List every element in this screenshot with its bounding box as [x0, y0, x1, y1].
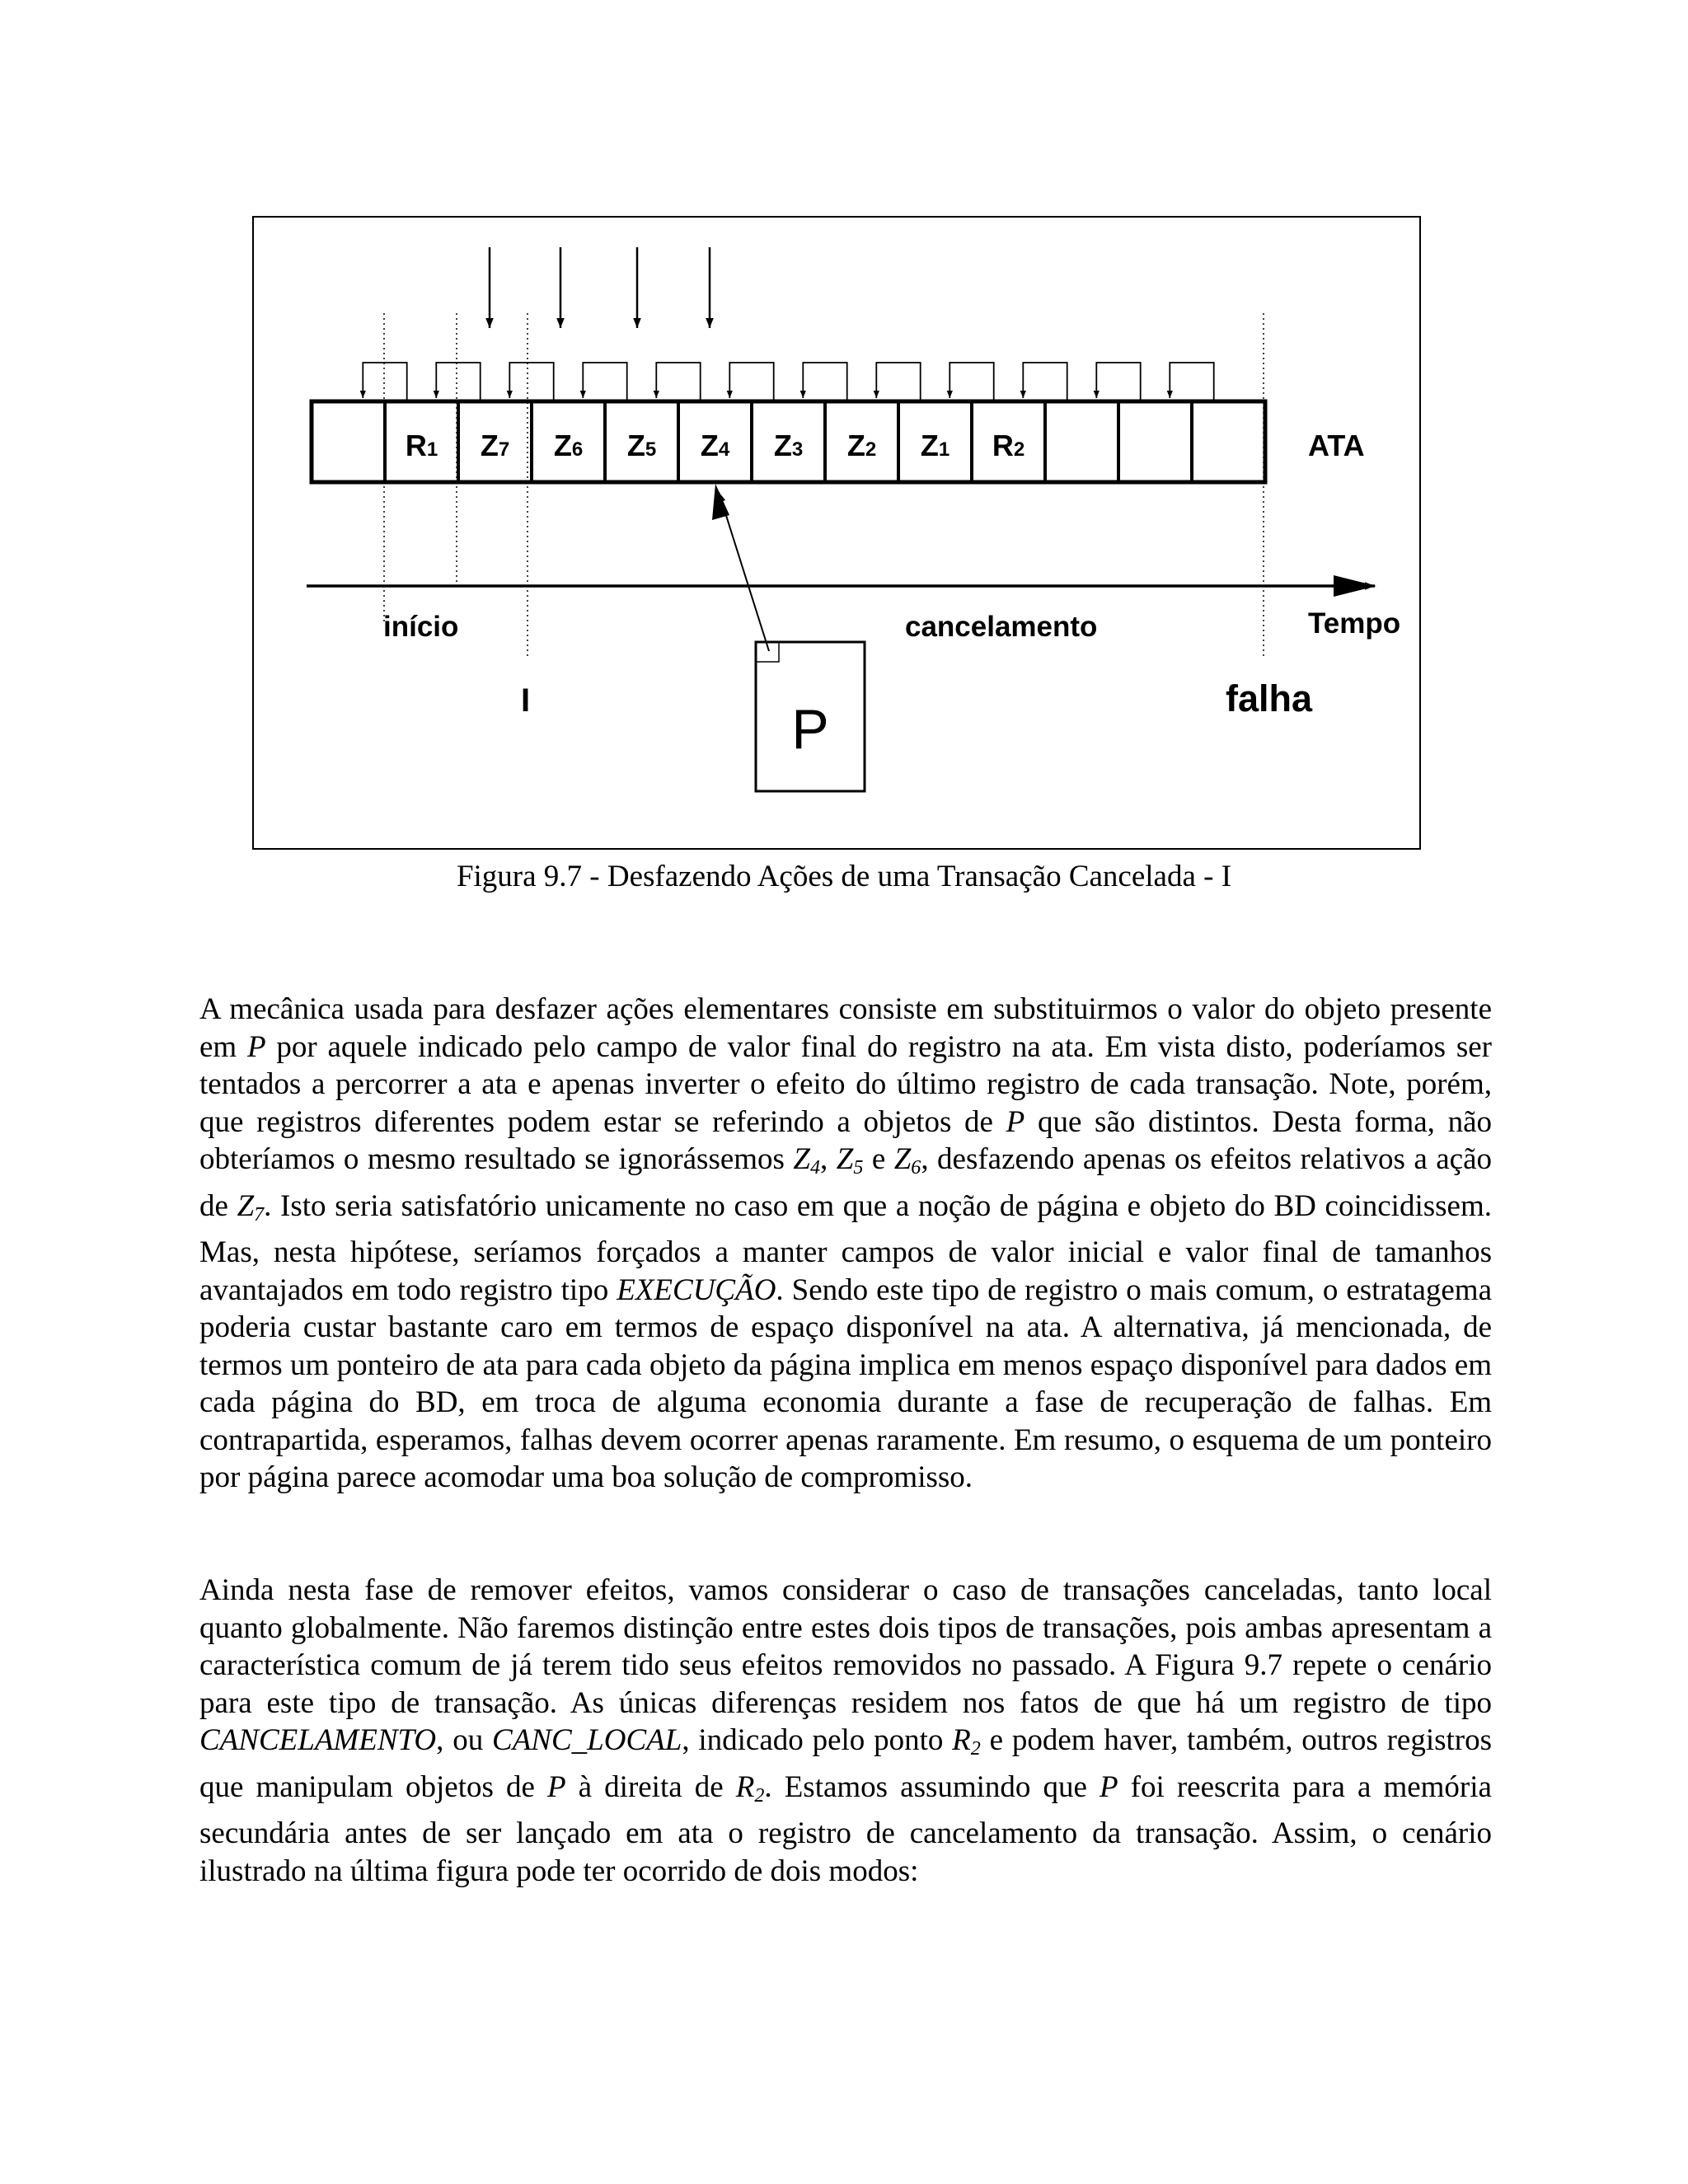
cancelamento-label: cancelamento [905, 611, 1098, 643]
back-pointer-connector [803, 363, 846, 400]
marker-i: I [521, 682, 531, 719]
falha-label: falha [1226, 677, 1313, 719]
back-pointer-connector [583, 363, 626, 400]
figure-caption: Figura 9.7 - Desfazendo Ações de uma Transação Cancelada - I [456, 860, 1232, 893]
page-p-label: P [791, 698, 829, 761]
dotted-guides [384, 313, 1264, 659]
time-axis-arrowhead [1334, 575, 1376, 597]
log-cell-z7: Z7 [480, 429, 510, 462]
log-back-pointers [363, 363, 1213, 400]
write-arrows [490, 247, 710, 328]
log-cell-z6: Z6 [553, 429, 584, 462]
inicio-label: início [383, 611, 459, 643]
ata-label: ATA [1308, 429, 1365, 462]
log-cell-z2: Z2 [846, 429, 877, 462]
log-cell-z3: Z3 [773, 429, 804, 462]
back-pointer-connector [509, 363, 553, 400]
back-pointer-connector [1023, 363, 1067, 400]
log-cell-labels [406, 429, 1025, 462]
log-cell-z1: Z1 [920, 429, 950, 462]
log-cell-z4: Z4 [700, 429, 730, 462]
paragraph-undo-mechanics: A mecânica usada para desfazer ações elementares consiste em substituirmos o valor do objeto presente em P por aquele indicado pelo campo de valor final do registro na ata. Em vista disto, poderíamos ser tentados a percorrer a ata e apenas inverter o efeito do último registro de cada transação. Note, porém, que registros diferentes podem estar se referindo a objetos de P que são distintos. Desta forma, não obteríamos o mesmo resultado se ignorássemos $Z_4$, $Z_5$ e $Z_6$, desfazendo apenas os efeitos relativos a ação de $Z_7$. Isto seria satisfatório unicamente no caso em que a noção de página e objeto do BD coincidissem. Mas, nesta hipótese, seríamos forçados a manter campos de valor inicial e valor final de tamanhos avantajados em todo registro tipo EXECUÇÃO. Sendo este tipo de registro o mais comum, o estratagema poderia custar bastante caro em termos de espaço disponível na ata. A alternativa, já mencionada, de termos um ponteiro de ata para cada objeto da página implica em menos espaço disponível para dados em cada página do BD, em troca de alguma economia durante a fase de recuperação de falhas. Em contrapartida, esperamos, falhas devem ocorrer apenas raramente. Em resumo, o esquema de um ponteiro por página parece acomodar uma boa solução de compromisso. [199, 992, 1493, 1494]
back-pointer-connector [950, 363, 993, 400]
log-cell-r2: R2 [992, 429, 1025, 462]
back-pointer-connector [656, 363, 700, 400]
log-cell-r1: R1 [405, 429, 438, 462]
paragraph-cancelled-transactions: Ainda nesta fase de remover efeitos, vamos considerar o caso de transações canceladas, tanto local quanto globalmente. Não faremos distinção entre estes dois tipos de transações, pois ambas apresentam a característica comum de já terem tido seus efeitos removidos no passado. A Figura 9.7 repete o cenário para este tipo de transação. As únicas diferenças residem nos fatos de que há um registro de tipo CANCELAMENTO, ou CANC_LOCAL, indicado pelo ponto $R_2$ e podem haver, também, outros registros que manipulam objetos de P à direita de $R_2$. Estamos assumindo que P foi reescrita para a memória secundária antes de ser lançado em ata o registro de cancelamento da transação. Assim, o cenário ilustrado na última figura pode ter ocorrido de dois modos: [199, 1573, 1493, 1888]
figure-9-7-diagram [0, 0, 1688, 857]
tempo-label: Tempo [1308, 607, 1401, 640]
figure-frame [253, 217, 1420, 849]
page-pointer-arrowhead [712, 484, 729, 520]
back-pointer-connector [436, 363, 480, 400]
back-pointer-connector [1096, 363, 1140, 400]
back-pointer-connector [876, 363, 920, 400]
back-pointer-connector [363, 363, 406, 400]
back-pointer-connector [729, 363, 773, 400]
log-cell-z5: Z5 [626, 429, 657, 462]
back-pointer-connector [1170, 363, 1213, 400]
